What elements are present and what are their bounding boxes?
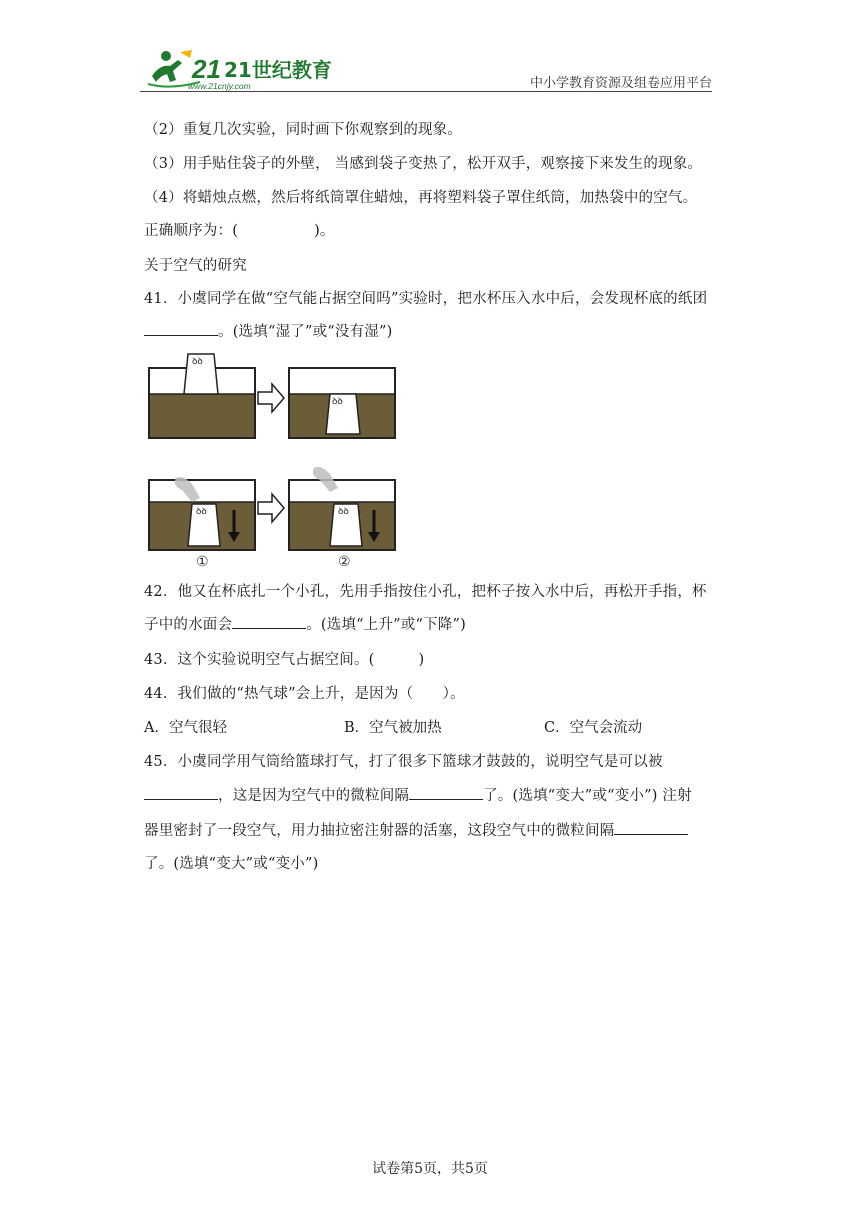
page-footer: 试卷第5页，共5页 xyxy=(372,1161,488,1177)
tank-bottom-right xyxy=(289,467,395,550)
tank-top-right xyxy=(289,368,395,438)
q45-blank-3[interactable] xyxy=(614,820,688,835)
q45-blank-1[interactable] xyxy=(144,785,218,800)
q44-option-a[interactable]: A．空气很轻 xyxy=(144,720,227,736)
step-3: （3）用手贴住袋子的外壁， 当感到袋子变热了，松开双手，观察接下来发生的现象。 xyxy=(144,156,703,172)
q41-line2 xyxy=(144,320,392,341)
q42-answer-blank[interactable] xyxy=(232,614,306,629)
svg-text:ꝺꝺ: ꝺꝺ xyxy=(332,397,343,407)
q43-line xyxy=(144,648,424,669)
header-divider xyxy=(140,91,712,92)
section-title: 关于空气的研究 xyxy=(144,258,247,274)
q43-text: 43．这个实验说明空气占据空间。( xyxy=(144,652,375,668)
q45-line1: 45．小虞同学用气筒给篮球打气，打了很多下篮球才鼓鼓的，说明空气是可以被 xyxy=(144,754,663,770)
q45-line3 xyxy=(144,819,688,840)
page-header xyxy=(140,44,712,92)
q45-mid: ，这是因为空气中的微粒间隔 xyxy=(218,788,410,804)
q44-question: 44．我们做的“热气球”会上升，是因为（ ）。 xyxy=(144,686,465,702)
q44-option-c[interactable]: C．空气会流动 xyxy=(544,720,643,736)
q45-line4: 了。(选填“变大”或“变小”) xyxy=(144,856,319,872)
arrow-top xyxy=(258,384,284,412)
order-suffix: )。 xyxy=(314,223,335,239)
q42-line1: 42．他又在杯底扎一个小孔，先用手指按住小孔，把杯子按入水中后，再松开手指，杯 xyxy=(144,584,707,600)
cup-in-water-figure xyxy=(148,352,418,572)
q42-prefix: 子中的水面会 xyxy=(144,617,233,633)
platform-name: 中小学教育资源及组卷应用平台 xyxy=(529,76,712,91)
q43-close: ) xyxy=(418,652,425,668)
svg-text:21世纪教育: 21世纪教育 xyxy=(224,58,332,82)
q42-line2 xyxy=(144,613,466,634)
q45-blank-2[interactable] xyxy=(409,785,483,800)
q42-suffix: 。(选填“上升”或“下降”) xyxy=(306,617,466,633)
step-4: （4）将蜡烛点燃，然后将纸筒罩住蜡烛，再将塑料袋子罩住纸筒，加热袋中的空气。 xyxy=(144,190,698,206)
svg-text:ꝺꝺ: ꝺꝺ xyxy=(338,507,349,517)
tank-top-left xyxy=(149,354,255,438)
site-logo xyxy=(140,46,370,92)
q41-answer-blank[interactable] xyxy=(144,321,218,336)
figure-label-1: ① xyxy=(196,554,209,570)
q45-line2 xyxy=(144,784,692,805)
step-2: （2）重复几次实验，同时画下你观察到的现象。 xyxy=(144,122,463,138)
figure-label-2: ② xyxy=(338,554,351,570)
q45-suffix: 了。(选填“变大”或“变小”) 注射 xyxy=(483,788,692,804)
q41-suffix: 。(选填“湿了”或“没有湿”) xyxy=(218,324,393,340)
tank-bottom-left xyxy=(149,477,255,550)
q44-option-b[interactable]: B．空气被加热 xyxy=(344,720,442,736)
q41-line1: 41．小虞同学在做“空气能占据空间吗”实验时，把水杯压入水中后，会发现杯底的纸团 xyxy=(144,291,708,307)
svg-text:21: 21 xyxy=(192,54,221,84)
svg-text:ꝺꝺ: ꝺꝺ xyxy=(192,357,203,367)
order-prefix: 正确顺序为：( xyxy=(144,223,239,239)
order-answer-line xyxy=(144,219,335,240)
svg-text:www.21cnjy.com: www.21cnjy.com xyxy=(188,81,251,91)
q45-line3-text: 器里密封了一段空气，用力抽拉密注射器的活塞，这段空气中的微粒间隔 xyxy=(144,823,615,839)
arrow-bottom xyxy=(258,494,284,522)
svg-text:ꝺꝺ: ꝺꝺ xyxy=(196,507,207,517)
